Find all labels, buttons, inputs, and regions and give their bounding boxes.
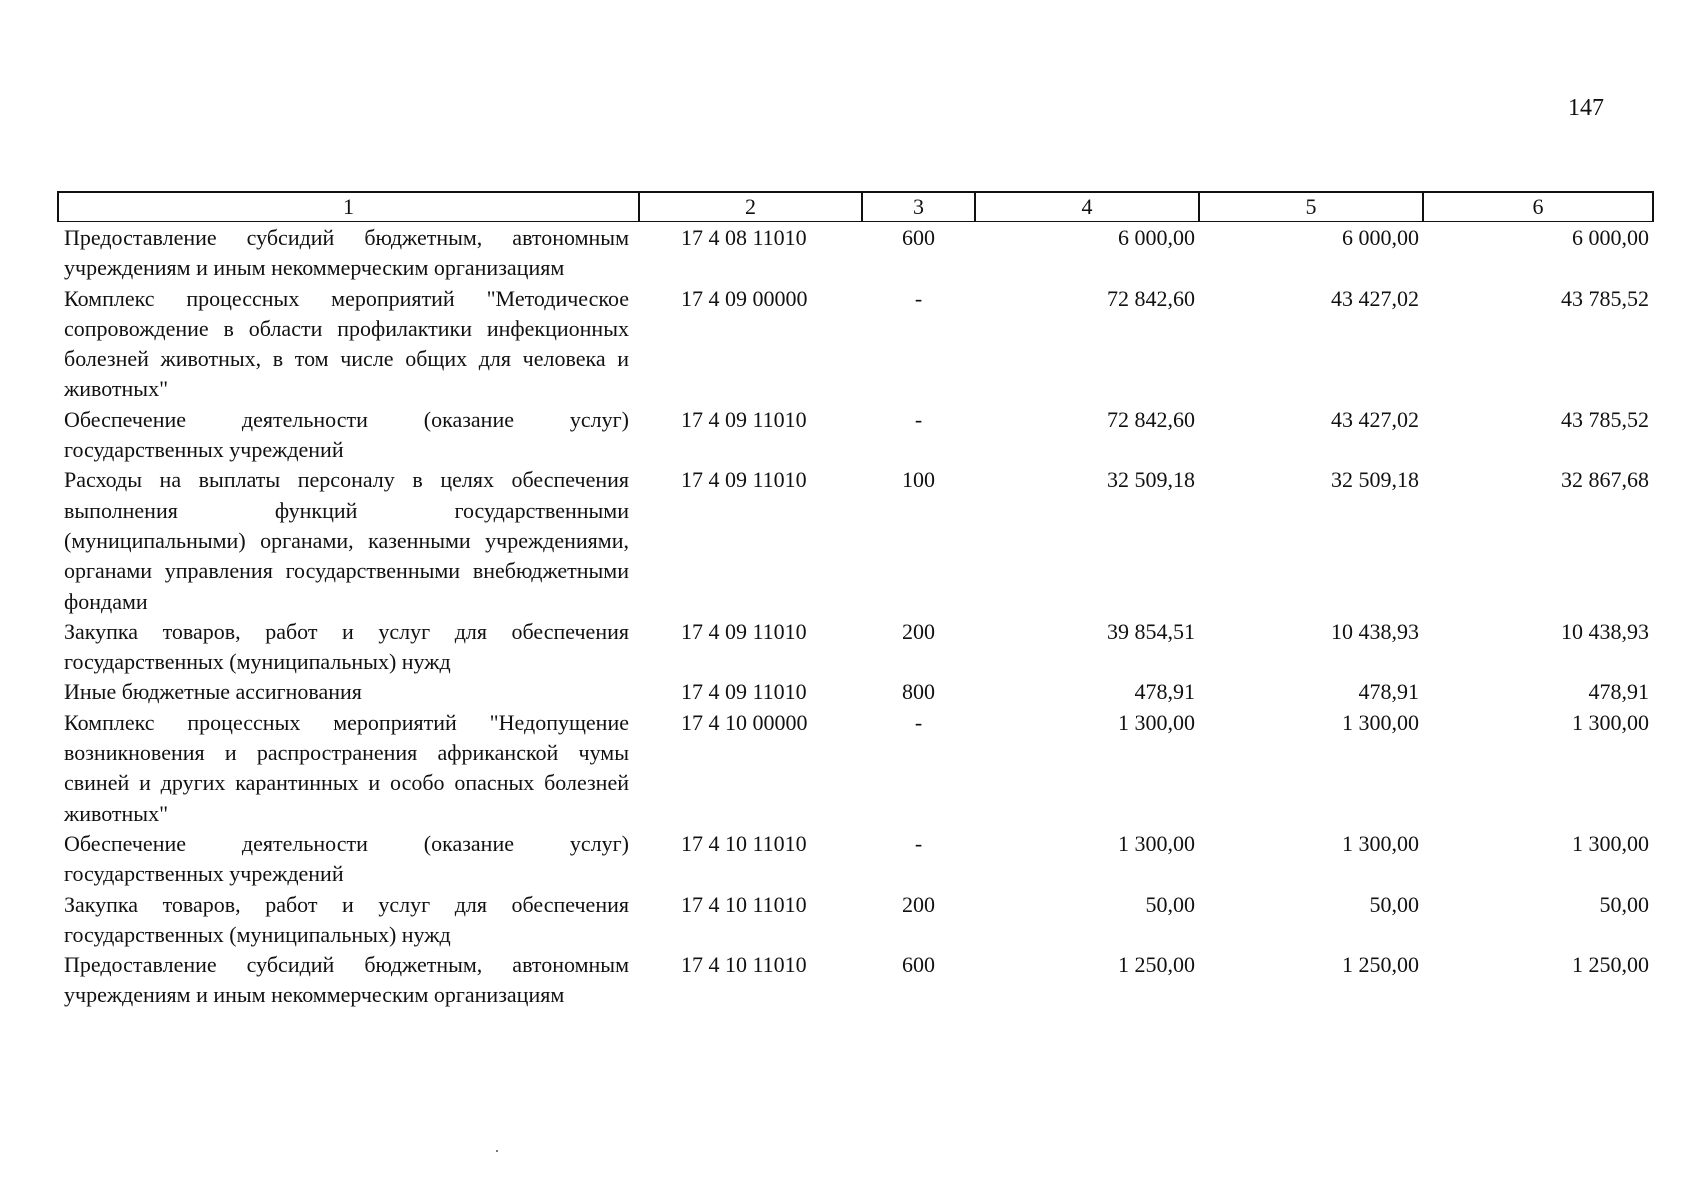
- row-value-6: 1 300,00: [1572, 709, 1649, 735]
- row-code: 17 4 09 11010: [681, 679, 807, 705]
- table-row: [58, 222, 1653, 284]
- row-value-5: 478,91: [1358, 679, 1419, 705]
- row-kvr: 800: [902, 679, 935, 705]
- row-kvr: 100: [902, 467, 935, 493]
- row-value-4: 39 854,51: [1107, 618, 1195, 644]
- row-value-4: 1 250,00: [1118, 952, 1195, 978]
- row-value-5: 50,00: [1369, 891, 1419, 917]
- row-code: 17 4 10 00000: [681, 709, 808, 735]
- header-row: [58, 192, 1653, 222]
- row-code: 17 4 10 11010: [681, 891, 807, 917]
- row-code: 17 4 10 11010: [681, 952, 807, 978]
- row-value-5: 32 509,18: [1331, 467, 1419, 493]
- row-code: 17 4 09 00000: [681, 285, 808, 311]
- page-number: 147: [1568, 95, 1604, 121]
- table-row: [58, 890, 1653, 951]
- column-header-4: 4: [975, 192, 1199, 222]
- row-name: Предоставление субсидий бюджетным, автономным учреждениям и иным некоммерческим организациям: [64, 225, 629, 281]
- row-name: Закупка товаров, работ и услуг для обеспечения государственных (муниципальных) нужд: [64, 891, 629, 947]
- row-code: 17 4 08 11010: [681, 225, 807, 250]
- row-name: Иные бюджетные ассигнования: [64, 679, 362, 705]
- row-value-4: 6 000,00: [1118, 225, 1195, 250]
- column-header-6: 6: [1423, 192, 1653, 222]
- table-row: [58, 829, 1653, 890]
- row-value-5: 1 300,00: [1342, 830, 1419, 856]
- row-value-4: 50,00: [1145, 891, 1195, 917]
- table-header: [58, 192, 1653, 222]
- row-code: 17 4 09 11010: [681, 618, 807, 644]
- column-header-2: 2: [639, 192, 862, 222]
- row-value-4: 478,91: [1134, 679, 1195, 705]
- column-header-3: 3: [862, 192, 975, 222]
- row-value-6: 1 250,00: [1572, 952, 1649, 978]
- row-kvr: -: [914, 830, 923, 856]
- row-name: Обеспечение деятельности (оказание услуг) государственных учреждений: [64, 406, 629, 463]
- column-header-1: 1: [58, 192, 639, 222]
- row-value-5: 1 250,00: [1342, 952, 1419, 978]
- row-value-5: 43 427,02: [1331, 406, 1419, 432]
- row-value-4: 32 509,18: [1107, 467, 1195, 493]
- row-name: Обеспечение деятельности (оказание услуг) государственных учреждений: [64, 830, 629, 887]
- row-value-6: 10 438,93: [1561, 618, 1649, 644]
- row-value-6: 50,00: [1599, 891, 1649, 917]
- table-row: [58, 405, 1653, 466]
- table-row: [58, 617, 1653, 678]
- row-value-6: 43 785,52: [1561, 406, 1649, 432]
- row-code: 17 4 09 11010: [681, 406, 807, 432]
- row-value-5: 1 300,00: [1342, 709, 1419, 735]
- row-kvr: 200: [902, 618, 935, 644]
- table-row: [58, 284, 1653, 405]
- column-header-5: 5: [1199, 192, 1423, 222]
- row-value-6: 478,91: [1588, 679, 1649, 705]
- row-kvr: 600: [902, 225, 935, 250]
- row-name: Расходы на выплаты персоналу в целях обеспечения выполнения функций государственными (муниципальными) органами, казенными учреждениями, органами управления государственными внебюджетными фондами: [64, 467, 629, 614]
- row-kvr: 200: [902, 891, 935, 917]
- table-row: [58, 677, 1653, 707]
- row-kvr: -: [914, 709, 923, 735]
- table-row: [58, 950, 1653, 1011]
- table-row: [58, 708, 1653, 829]
- row-value-6: 43 785,52: [1561, 285, 1649, 311]
- row-name: Предоставление субсидий бюджетным, автономным учреждениям и иным некоммерческим организациям: [64, 952, 629, 1008]
- row-value-5: 43 427,02: [1331, 285, 1419, 311]
- row-kvr: -: [914, 406, 923, 432]
- row-value-6: 6 000,00: [1572, 225, 1649, 250]
- row-name: Закупка товаров, работ и услуг для обеспечения государственных (муниципальных) нужд: [64, 618, 629, 675]
- row-value-4: 72 842,60: [1107, 406, 1195, 432]
- row-value-6: 32 867,68: [1561, 467, 1649, 493]
- row-value-4: 1 300,00: [1118, 830, 1195, 856]
- row-name: Комплекс процессных мероприятий "Методическое сопровождение в области профилактики инфекционных болезней животных, в том числе общих для человека и животных": [64, 285, 629, 402]
- row-value-4: 72 842,60: [1107, 285, 1195, 311]
- table-body: [58, 222, 1653, 1011]
- row-kvr: -: [914, 285, 923, 311]
- row-value-5: 10 438,93: [1331, 618, 1419, 644]
- row-code: 17 4 09 11010: [681, 467, 807, 493]
- row-kvr: 600: [902, 952, 935, 978]
- scan-dot: [496, 1150, 498, 1152]
- budget-table: [57, 191, 1654, 1011]
- row-name: Комплекс процессных мероприятий "Недопущение возникновения и распространения африканской чумы свиней и других карантинных и особо опасных болезней животных": [64, 709, 629, 826]
- row-value-4: 1 300,00: [1118, 709, 1195, 735]
- table-row: [58, 465, 1653, 616]
- row-code: 17 4 10 11010: [681, 830, 807, 856]
- row-value-6: 1 300,00: [1572, 830, 1649, 856]
- row-value-5: 6 000,00: [1342, 225, 1419, 250]
